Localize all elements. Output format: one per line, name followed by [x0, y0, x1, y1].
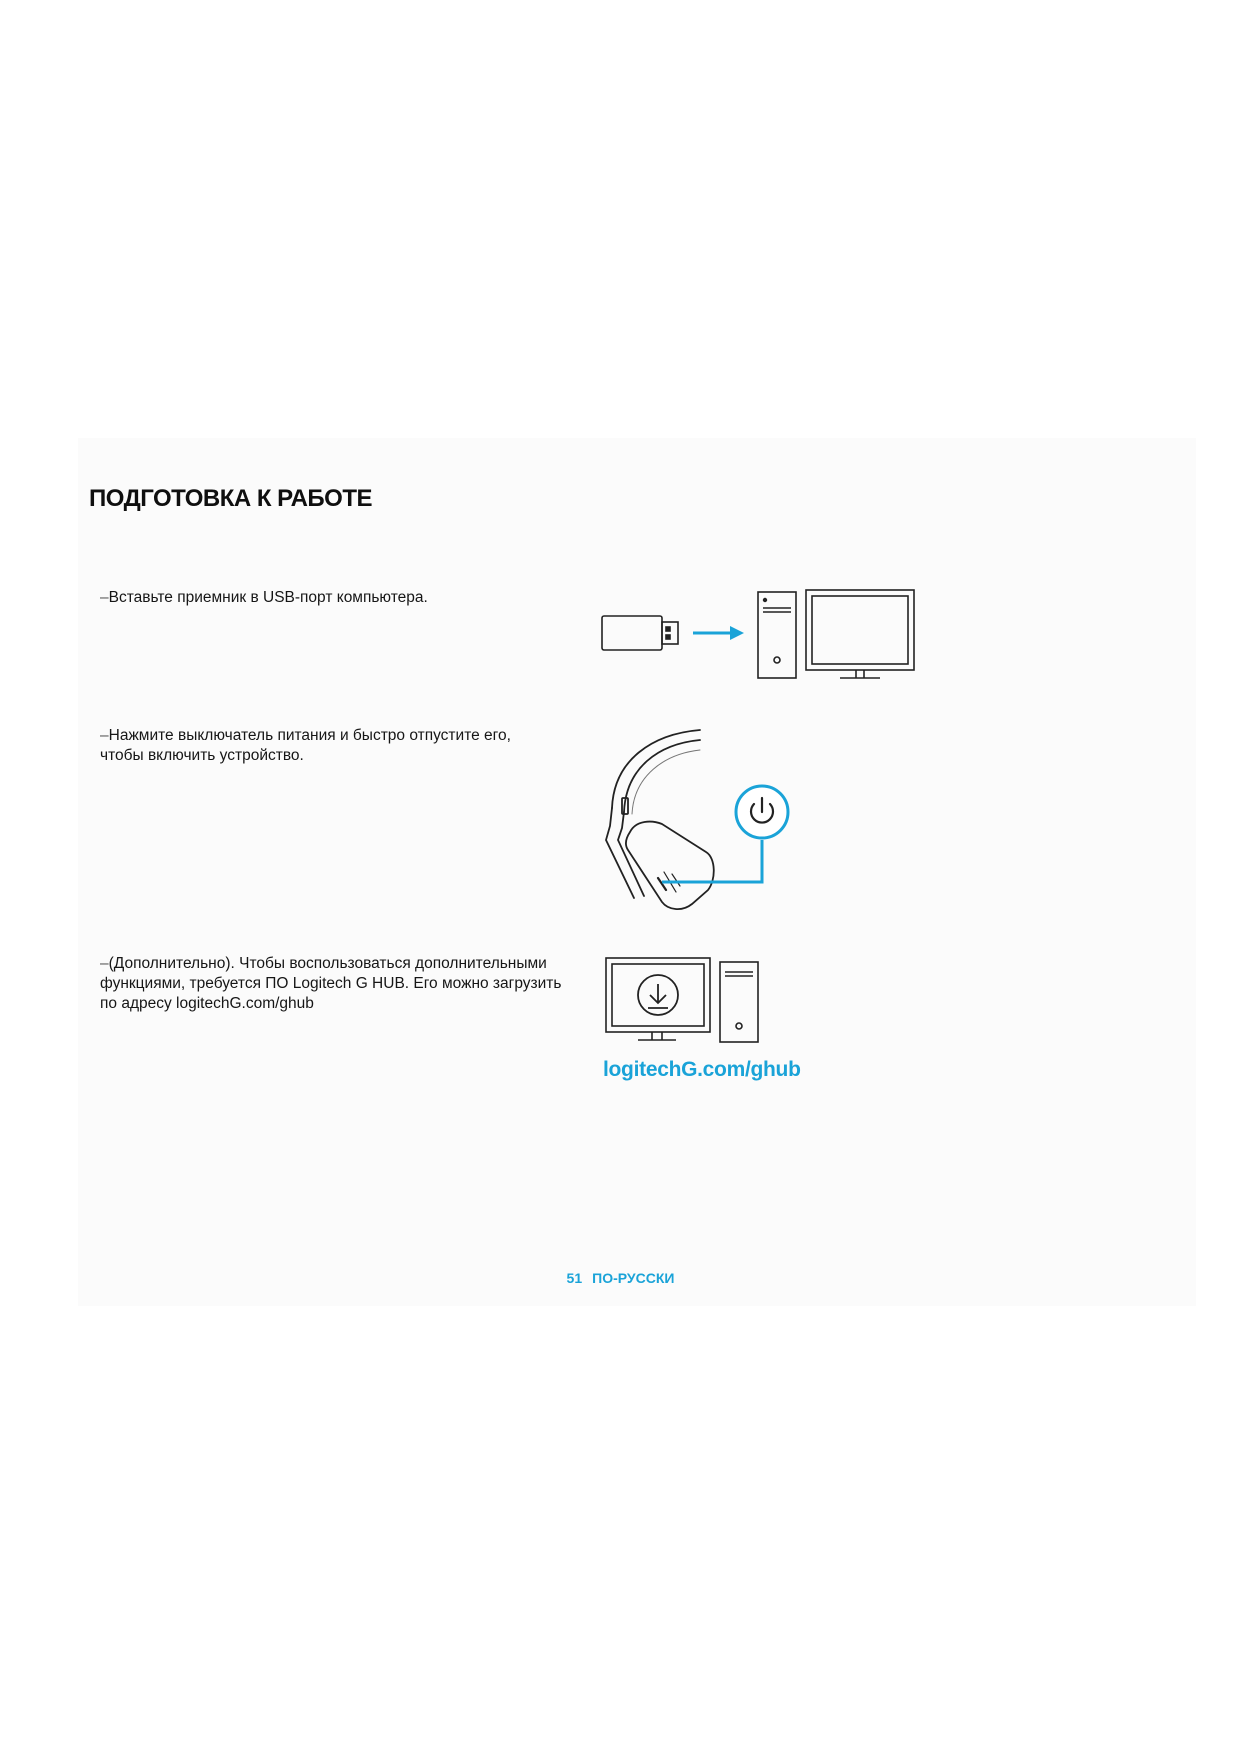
step-3-dash: –: [100, 955, 109, 972]
headset-power-illustration: [592, 728, 812, 923]
step-3-line-3: по адресу logitechG.com/ghub: [100, 995, 314, 1012]
step-3-text: [100, 954, 580, 1014]
usb-connect-illustration: [600, 586, 930, 682]
usb-receiver-icon: [602, 616, 678, 650]
page-number: 51: [566, 1270, 583, 1286]
step-1-instruction: Вставьте приемник в USB-порт компьютера.: [108, 589, 428, 606]
step-1-text: [100, 588, 560, 608]
monitor-icon: [806, 590, 914, 678]
step-2-line-2: чтобы включить устройство.: [100, 747, 304, 764]
step-1-dash: –: [100, 589, 109, 606]
language-label: ПО-РУССКИ: [592, 1270, 675, 1286]
pc-tower-icon: [758, 592, 796, 678]
step-3-line-2: функциями, требуется ПО Logitech G HUB. Его можно загрузить: [100, 975, 562, 992]
download-illustration: [604, 956, 764, 1046]
step-2-line-1: Нажмите выключатель питания и быстро отпустите его,: [108, 727, 511, 744]
pc-tower-icon: [720, 962, 758, 1042]
arrow-right-icon: [693, 626, 744, 640]
step-2-text: [100, 726, 540, 766]
ghub-download-link[interactable]: logitechG.com/ghub: [603, 1058, 801, 1081]
monitor-download-icon: [606, 958, 710, 1040]
page-title: ПОДГОТОВКА К РАБОТЕ: [89, 485, 372, 512]
step-3-line-1: (Дополнительно). Чтобы воспользоваться дополнительными: [108, 955, 547, 972]
step-2-dash: –: [100, 727, 109, 744]
power-icon: [736, 786, 788, 838]
page-footer: [0, 1270, 1241, 1286]
